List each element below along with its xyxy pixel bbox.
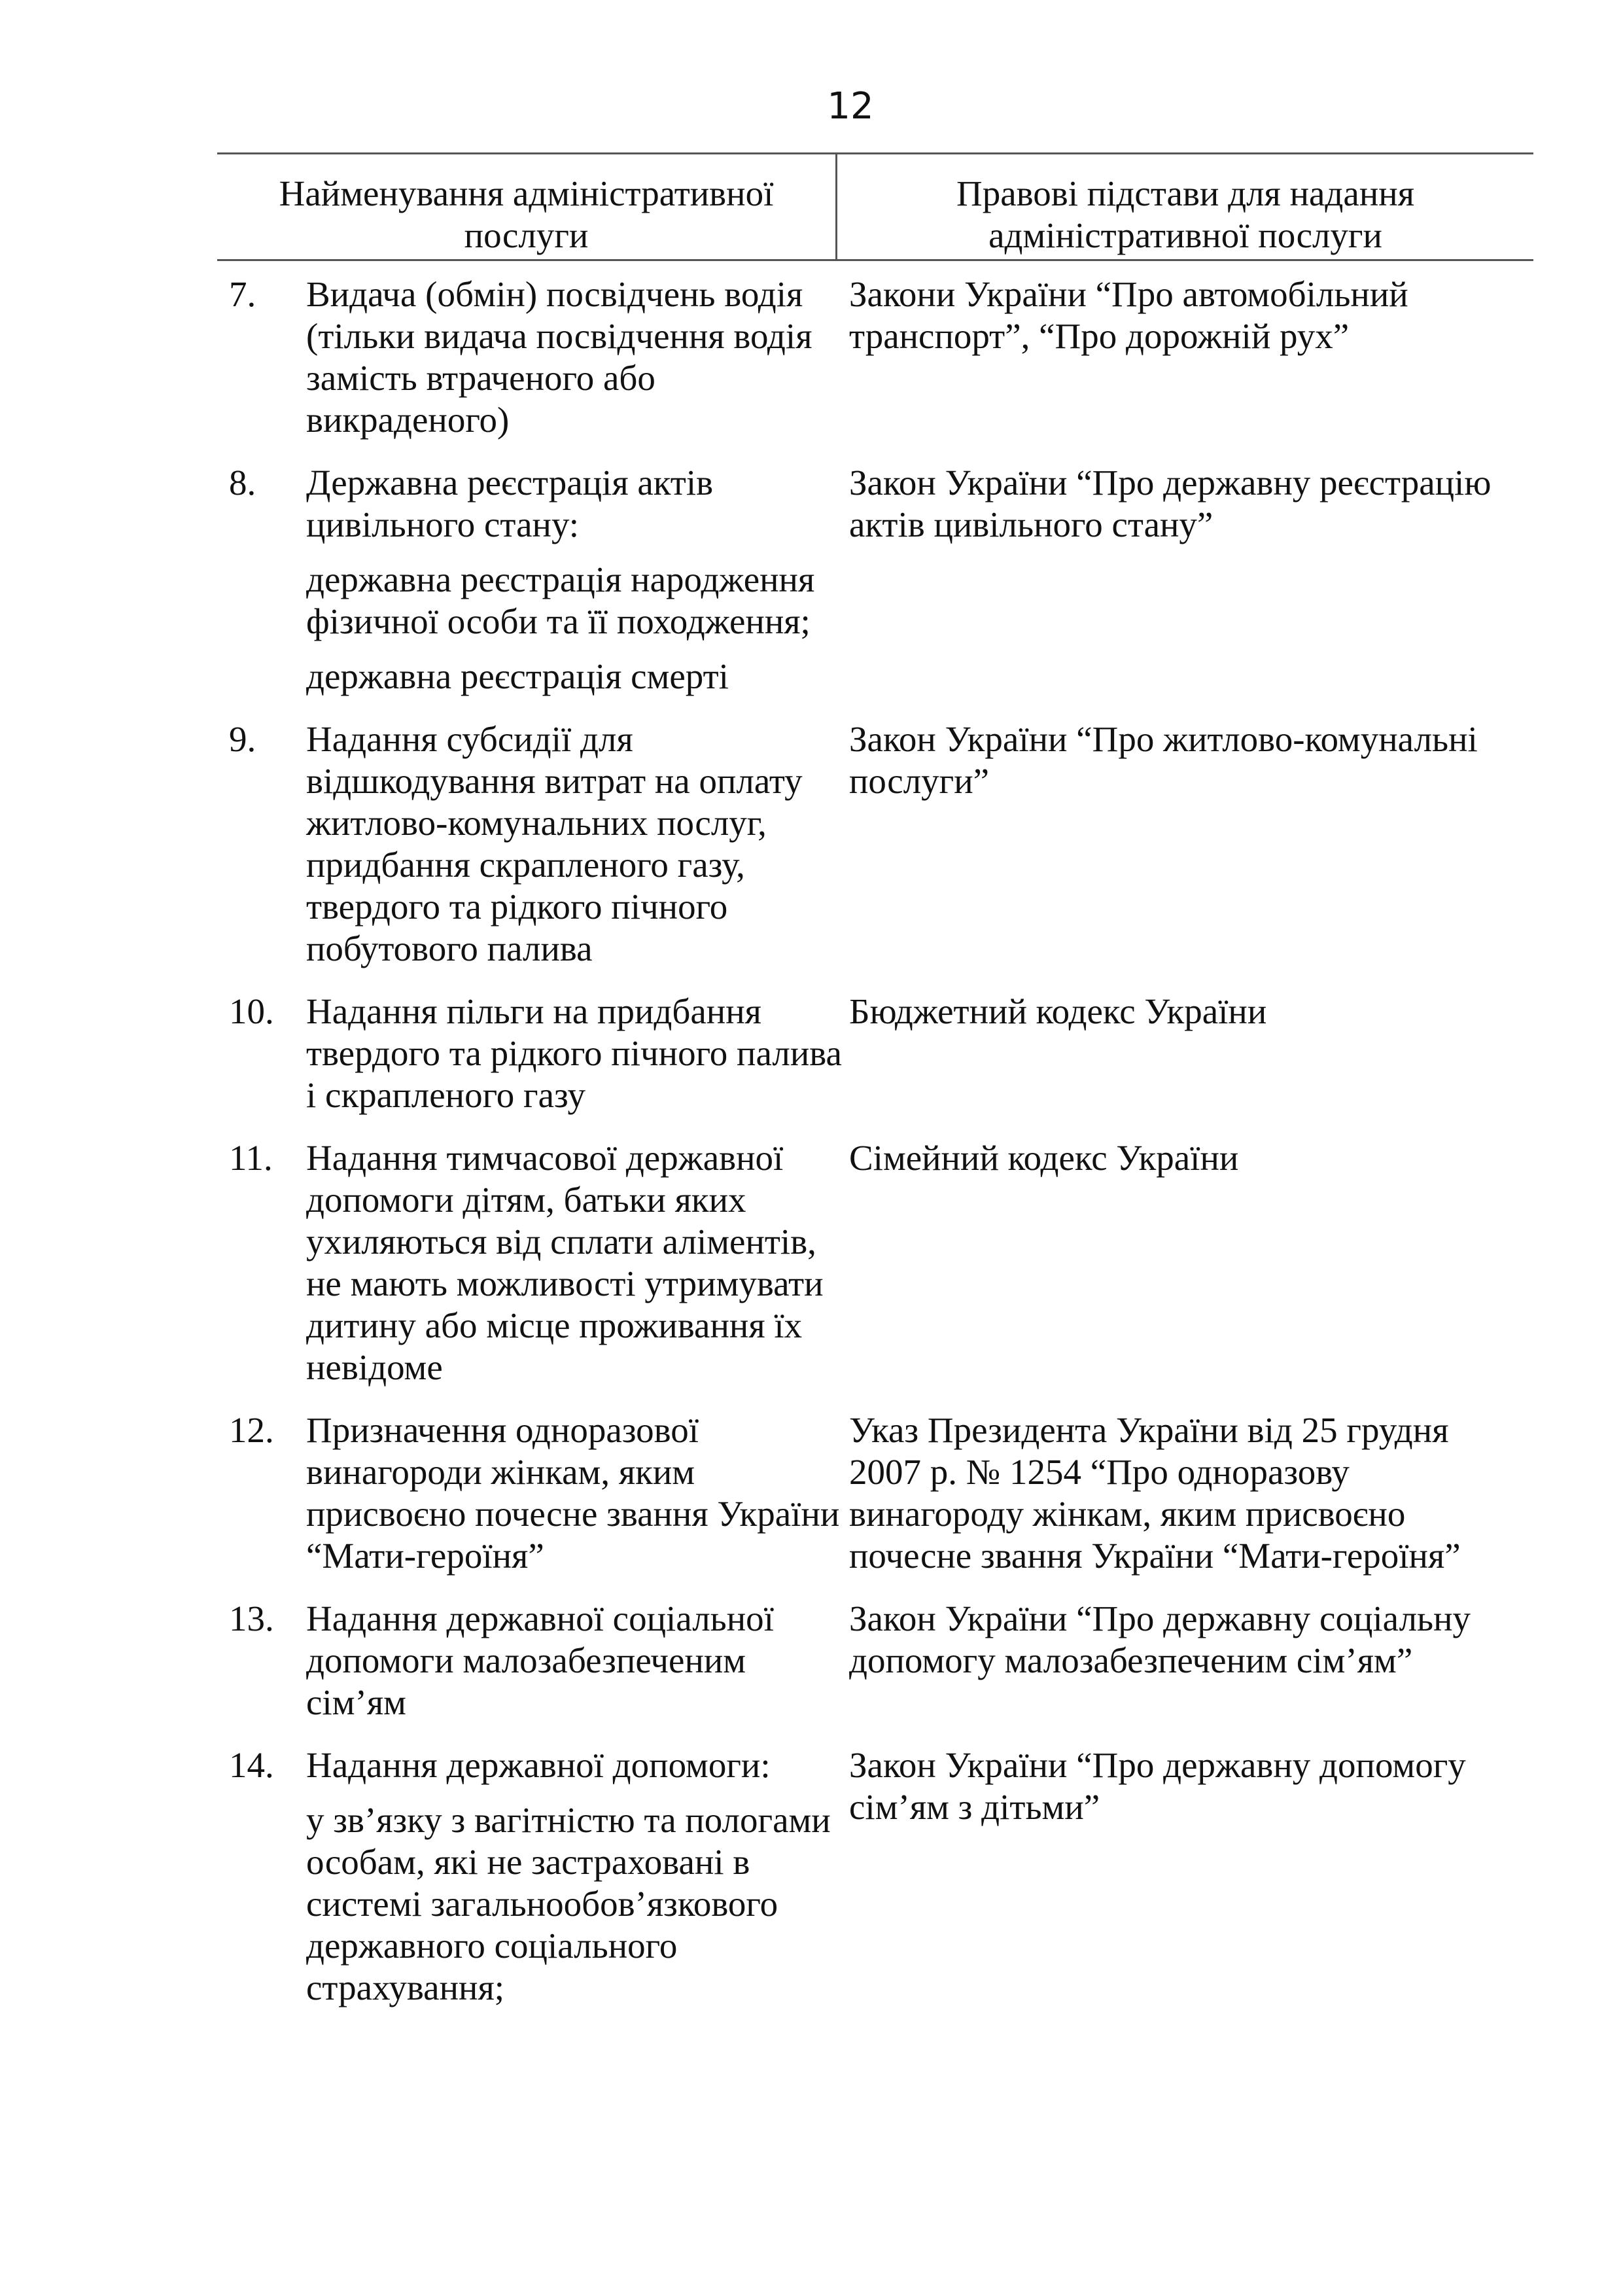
legal-basis	[849, 1137, 1510, 1179]
row-number: 14.	[229, 1745, 274, 1785]
header-service: Найменування адміністративної послуги	[279, 173, 774, 255]
table-row	[229, 1409, 1533, 1577]
service-paragraph: Надання пільги на придбання твердого та рідкого пічного палива і скрапленого газу	[306, 991, 842, 1115]
legal-basis-text: Указ Президента України від 25 грудня 2007 р. № 1254 “Про одноразову винагороду жінкам, яким присвоєно почесне звання України “Мати-героїня”	[849, 1410, 1461, 1576]
service-name	[306, 991, 849, 1116]
row-number: 7.	[229, 274, 256, 314]
service-paragraph: Надання субсидії для відшкодування витрат на оплату житлово-комунальних послуг, придбання скрапленого газу, твердого та рідкого пічного побутового палива	[306, 719, 803, 968]
table-header	[217, 154, 1533, 259]
service-name	[306, 1137, 849, 1388]
row-number: 11.	[229, 1138, 273, 1178]
service-name	[306, 718, 849, 970]
legal-basis-text: Сімейний кодекс України	[849, 1138, 1239, 1178]
legal-basis	[849, 1409, 1510, 1577]
service-name	[306, 1598, 849, 1723]
service-paragraph: Надання тимчасової державної допомоги дітям, батьки яких ухиляються від сплати аліментів, не мають можливості утримувати дитину або місце проживання їх невідоме	[306, 1138, 824, 1387]
legal-basis	[849, 991, 1510, 1033]
legal-basis	[849, 718, 1510, 802]
service-name	[306, 462, 849, 698]
service-paragraph: Державна реєстрація актів цивільного стану:	[306, 463, 714, 544]
legal-basis	[849, 274, 1510, 357]
table-row	[229, 1137, 1533, 1388]
table-row	[229, 991, 1533, 1116]
legal-basis-text: Закони України “Про автомобільний транспорт”, “Про дорожній рух”	[849, 274, 1408, 356]
row-number: 12.	[229, 1410, 274, 1450]
table-row	[229, 718, 1533, 970]
service-paragraph: Призначення одноразової винагороди жінкам, яким присвоєно почесне звання України “Мати-героїня”	[306, 1410, 840, 1576]
legal-basis	[849, 1744, 1510, 1828]
service-name	[306, 1409, 849, 1577]
legal-basis-text: Бюджетний кодекс України	[849, 991, 1267, 1031]
row-number: 8.	[229, 463, 256, 503]
row-number: 9.	[229, 719, 256, 759]
table-row	[229, 274, 1533, 441]
service-name	[306, 274, 849, 441]
legal-basis	[849, 1598, 1510, 1682]
legal-basis-text: Закон України “Про житлово-комунальні послуги”	[849, 719, 1478, 801]
legal-basis-text: Закон України “Про державну соціальну допомогу малозабезпеченим сім’ям”	[849, 1598, 1471, 1680]
legal-basis-text: Закон України “Про державну реєстрацію актів цивільного стану”	[849, 463, 1492, 544]
header-legal-basis: Правові підстави для надання адміністративної послуги	[956, 173, 1414, 255]
service-paragraph: Надання державної допомоги:	[306, 1745, 771, 1785]
row-number: 13.	[229, 1598, 274, 1638]
service-paragraph: у зв’язку з вагітністю та пологами особам, які не застраховані в системі загальнообов’язкового державного соціального страхування;	[306, 1800, 831, 2007]
page-number: 12	[827, 85, 874, 128]
table-header-rule	[217, 259, 1533, 261]
table-row	[229, 1744, 1533, 2009]
service-paragraph: Видача (обмін) посвідчень водія (тільки видача посвідчення водія замість втраченого або викраденого)	[306, 274, 812, 440]
table-body	[229, 274, 1533, 2030]
service-paragraph: Надання державної соціальної допомоги малозабезпеченим сім’ям	[306, 1598, 774, 1722]
table-row	[229, 462, 1533, 698]
legal-basis-text: Закон України “Про державну допомогу сім’ям з дітьми”	[849, 1745, 1466, 1827]
legal-basis	[849, 462, 1510, 546]
service-paragraph: державна реєстрація народження фізичної особи та її походження;	[306, 559, 815, 641]
service-paragraph: державна реєстрація смерті	[306, 656, 729, 696]
service-name	[306, 1744, 849, 2009]
table-row	[229, 1598, 1533, 1723]
row-number: 10.	[229, 991, 274, 1031]
